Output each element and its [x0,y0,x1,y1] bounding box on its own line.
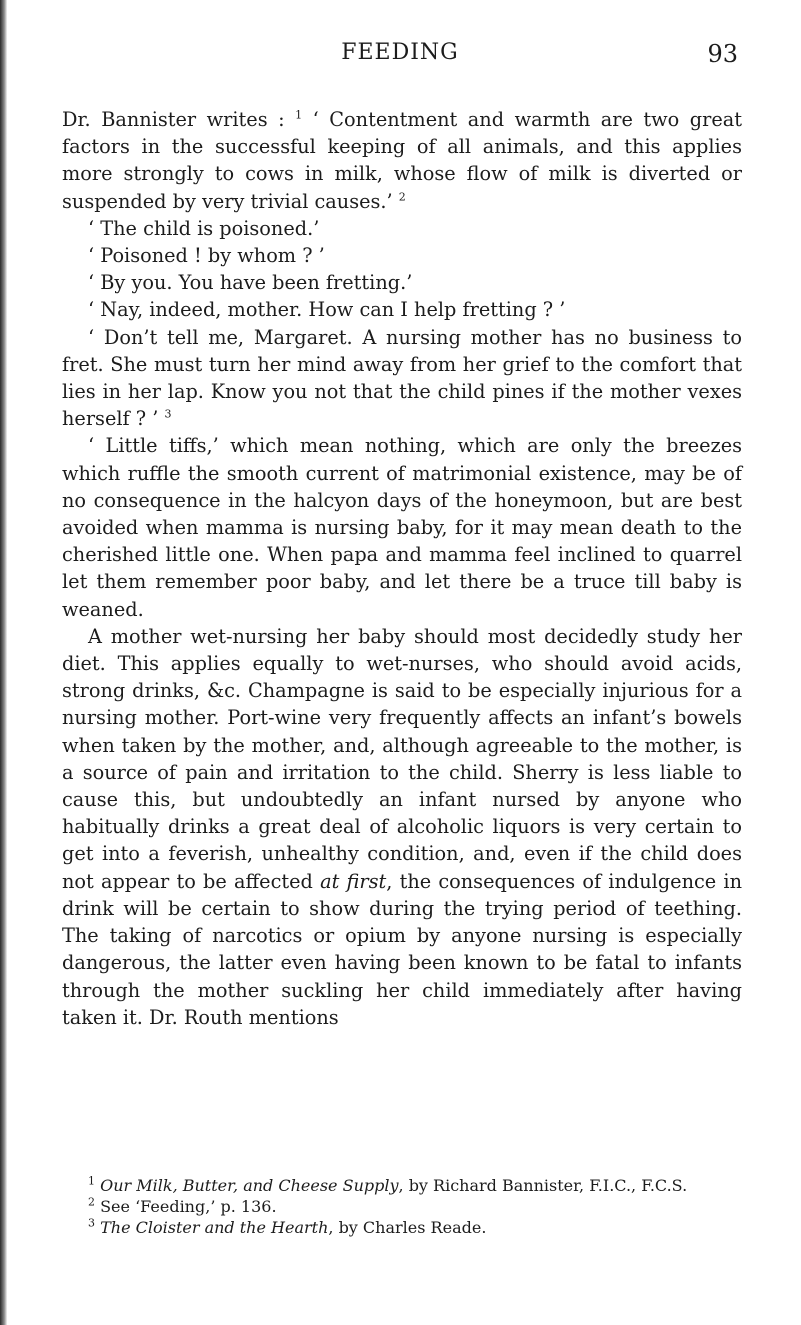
paragraph [62,269,742,296]
footnote [62,1217,742,1238]
footnote-marker: 3 [164,407,172,421]
italic-text: Our Milk, Butter, and Cheese Supply [100,1176,399,1195]
paragraph [62,324,742,433]
text-run: ‘ Nay, indeed, mother. How can I help fretting ? ’ [88,298,566,322]
footnote [62,1175,742,1196]
footnote-marker: 3 [88,1216,95,1230]
paragraph [62,242,742,269]
text-run: ‘ By you. You have been fretting.’ [88,271,413,295]
text-run: , by Richard Bannister, F.I.C., F.C.S. [398,1176,688,1195]
text-run: ‘ Don’t tell me, Margaret. A nursing mother has no business to fret. She must turn her mind away from her grief to the comfort that lies in her lap. Know you not that the child pines if the mother vexes herself ? ’ [62,325,742,431]
text-run: ‘ Contentment and warmth are two great factors in the successful keeping of all animals, and this applies more strongly to cows in milk, whose flow of milk is diverted or suspended by very trivial causes.’ [62,108,742,213]
footnote-marker: 2 [88,1195,95,1209]
text-run: , the consequences of indulgence in drink will be certain to show during the trying period of teething. The taking of narcotics or opium by anyone nursing is especially dangerous, the latter even having been known to be fatal to infants through the mother suckling her child immediately after having taken it. Dr. Routh mentions [62,869,742,1029]
footnote [62,1196,742,1217]
footnotes [62,1175,742,1238]
paragraph [62,215,742,242]
footnote-marker: 1 [88,1174,95,1188]
body-text [62,106,742,1031]
running-head: FEEDING [341,40,459,65]
paragraph [62,296,742,323]
page-spine-shadow [0,0,7,1325]
text-run: See ‘Feeding,’ p. 136. [95,1197,277,1216]
footnote-marker: 2 [398,190,406,204]
footnote-marker: 1 [295,108,303,122]
text-run: Dr. Bannister writes : [62,108,296,131]
italic-text: The Cloister and the Hearth [100,1218,329,1237]
text-run: ‘ Little tiffs,’ which mean nothing, which are only the breezes which ruffle the smooth current of matrimonial existence, may be of no consequence in the halcyon days of the honeymoon, but are best avoided when mamma is nursing baby, for it may mean death to the cherished little one. When papa and mamma feel inclined to quarrel let them remember poor baby, and let there be a truce till baby is weaned. [62,434,742,621]
text-run: ‘ Poisoned ! by whom ? ’ [88,244,325,268]
text-run: , by Charles Reade. [328,1218,487,1237]
page-header [62,40,738,72]
text-run: ‘ The child is poisoned.’ [88,216,320,240]
paragraph [62,106,742,215]
text-run: A mother wet-nursing her baby should most decidedly study her diet. This applies equally to wet-nurses, who should avoid acids, strong drinks, &c. Champagne is said to be especially injurious for a nursing mother. Port-wine very frequently affects an infant’s bowels when taken by the mother, and, although agreeable to the mother, is a source of pain and irritation to the child. Sherry is less liable to cause this, but undoubtedly an infant nursed by anyone who habitually drinks a great deal of alcoholic liquors is very certain to get into a feverish, unhealthy condition, and, even if the child does not appear to be affected [62,624,742,893]
italic-text: at first [320,869,387,893]
page-number: 93 [707,40,738,68]
paragraph [62,432,742,622]
paragraph [62,623,742,1031]
